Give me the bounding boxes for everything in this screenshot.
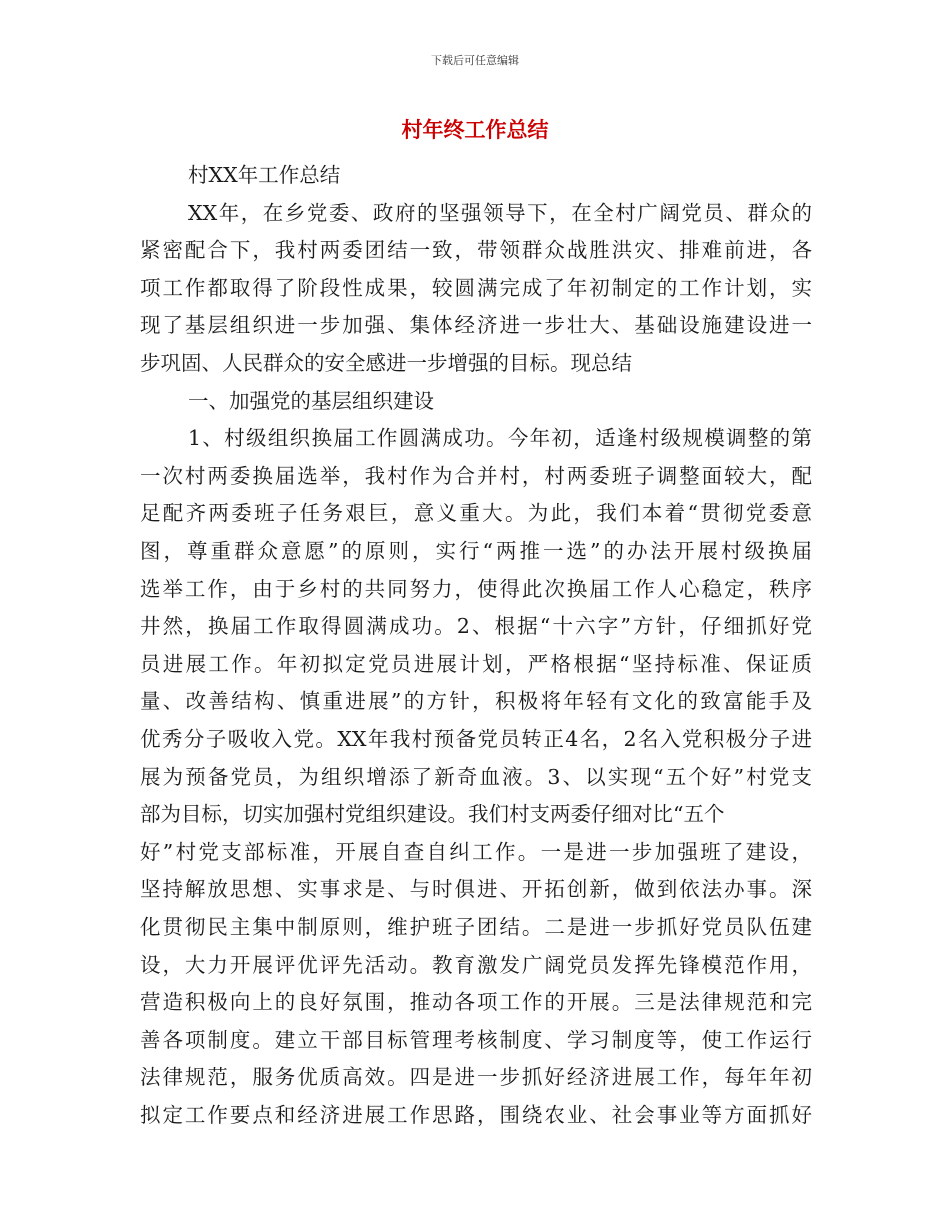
body-line: 井然，换届工作取得圆满成功。2、根据“十六字”方针，仔细抓好党 — [140, 614, 812, 639]
body-line: 量、改善结构、慎重进展”的方针，积极将年轻有文化的致富能手及 — [140, 689, 812, 714]
body-line: 现了基层组织进一步加强、集体经济进一步壮大、基础设施建设进一 — [140, 313, 812, 338]
body-line: 坚持解放思想、实事求是、与时俱进、开拓创新，做到依法办事。深 — [140, 877, 812, 902]
body-line: 选举工作，由于乡村的共同努力，使得此次换届工作人心稳定，秩序 — [140, 576, 812, 601]
body-line: 化贯彻民主集中制原则，维护班子团结。二是进一步抓好党员队伍建 — [140, 915, 812, 939]
body-line: 紧密配合下，我村两委团结一致，带领群众战胜洪灾、排难前进，各 — [140, 238, 812, 263]
body-line: 步巩固、人民群众的安全感进一步增强的目标。现总结 — [140, 351, 632, 375]
body-line: 法律规范，服务优质高效。四是进一步抓好经济进展工作，每年年初 — [140, 1065, 812, 1090]
document-title: 村年终工作总结 — [401, 118, 549, 142]
body-line: 善各项制度。建立干部目标管理考核制度、学习制度等，使工作运行 — [140, 1027, 812, 1052]
body-line: 拟定工作要点和经济进展工作思路，围绕农业、社会事业等方面抓好 — [140, 1103, 812, 1127]
body-line: XX年，在乡党委、政府的坚强领导下，在全村广阔党员、群众的 — [188, 200, 812, 225]
body-line: 营造积极向上的良好氛围，推动各项工作的开展。三是法律规范和完 — [140, 990, 812, 1015]
body-line: 一次村两委换届选举，我村作为合并村，村两委班子调整面较大，配 — [140, 463, 812, 488]
body-line: 项工作都取得了阶段性成果，较圆满完成了年初制定的工作计划，实 — [140, 275, 812, 300]
header-note: 下载后可任意编辑 — [431, 54, 519, 67]
body-line: 1、村级组织换届工作圆满成功。今年初，适逢村级规模调整的第 — [188, 426, 812, 451]
body-line: 部为目标，切实加强村党组织建设。我们村支两委仔细对比“五个 — [140, 802, 725, 827]
body-line: 村XX年工作总结 — [188, 163, 341, 187]
body-line: 设，大力开展评优评先活动。教育激发广阔党员发挥先锋模范作用， — [140, 952, 812, 977]
section-heading: 一、加强党的基层组织建设 — [188, 388, 434, 413]
body-line: 图，尊重群众意愿”的原则，实行“两推一选”的办法开展村级换届 — [140, 539, 812, 563]
body-line: 足配齐两委班子任务艰巨，意义重大。为此，我们本着“贯彻党委意 — [140, 501, 812, 526]
body-line: 好”村党支部标准，开展自查自纠工作。一是进一步加强班了建设， — [140, 839, 812, 864]
body-line: 优秀分子吸收入党。XX年我村预备党员转正4名，2名入党积极分子进 — [140, 727, 812, 751]
body-line: 展为预备党员，为组织增添了新奇血液。3、以实现“五个好”村党支 — [140, 764, 812, 789]
body-line: 员进展工作。年初拟定党员进展计划，严格根据“坚持标准、保证质 — [140, 651, 812, 676]
